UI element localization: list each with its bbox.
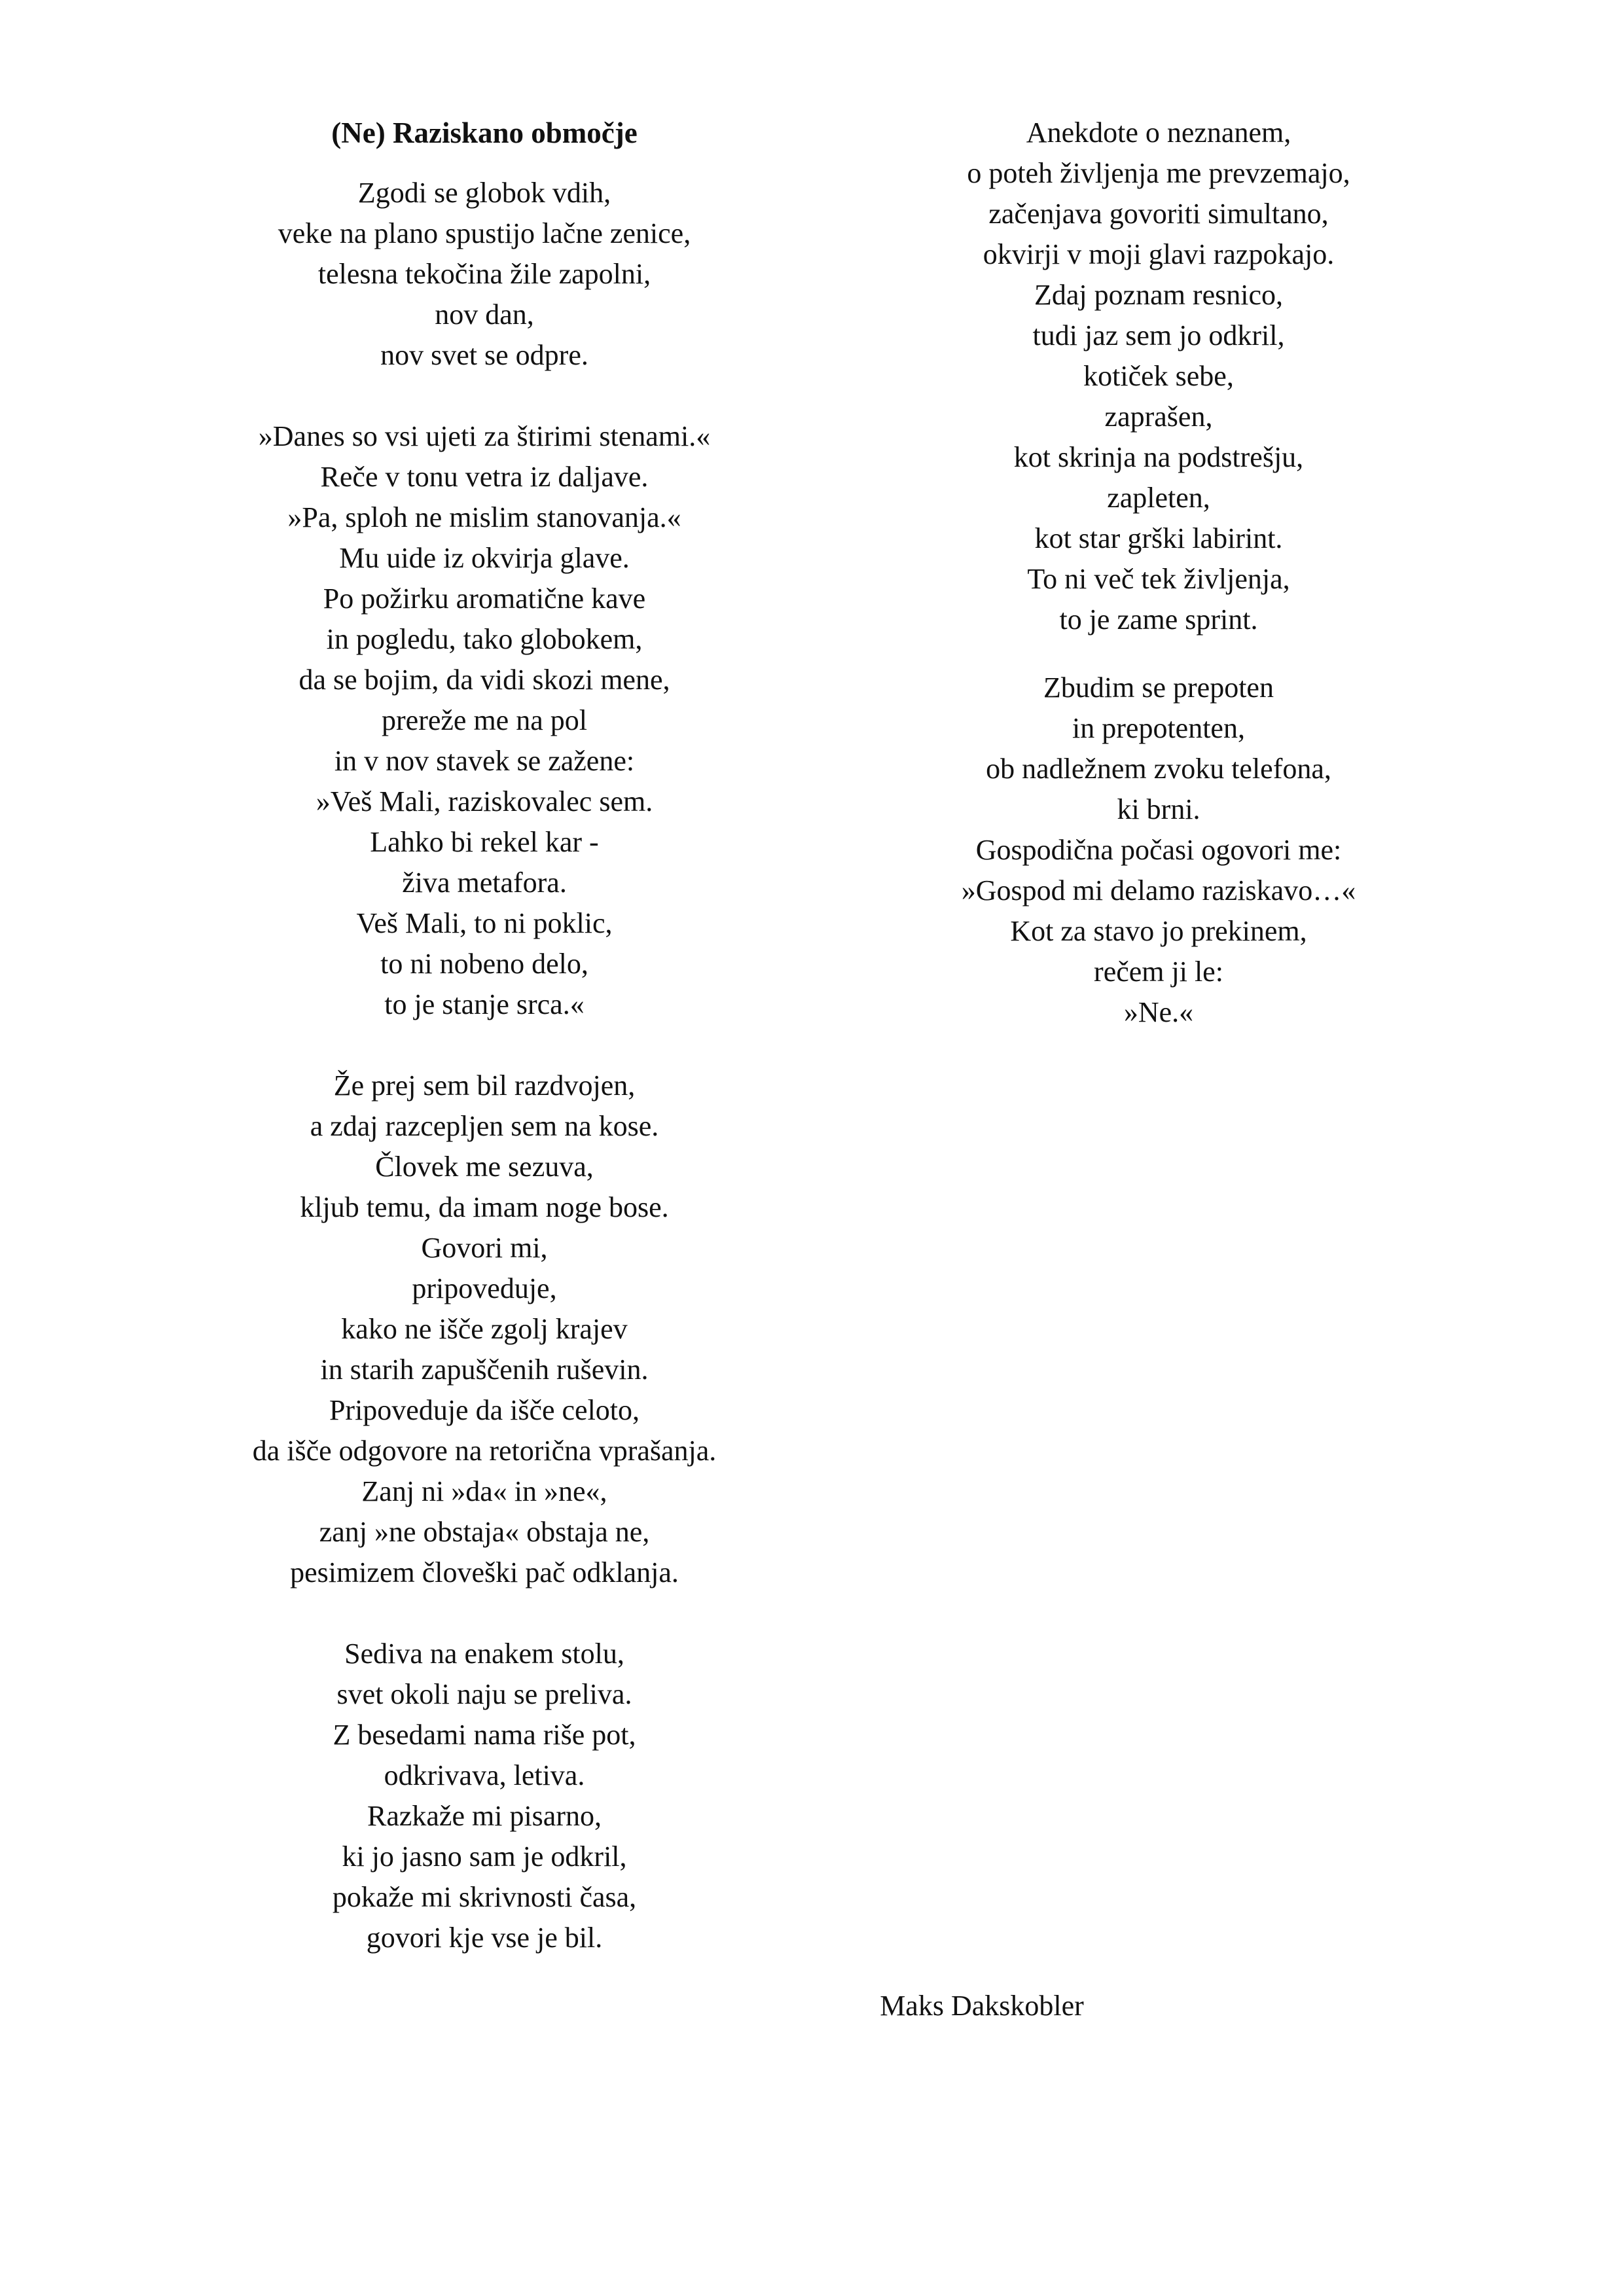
poem-line: Po požirku aromatične kave <box>323 583 646 615</box>
poem-line: zapleten, <box>1107 482 1210 514</box>
poem-line: Zgodi se globok vdih, <box>357 177 611 209</box>
poem-line: kljub temu, da imam noge bose. <box>300 1191 669 1223</box>
poem-title: (Ne) Raziskano območje <box>331 117 638 149</box>
stanza <box>864 668 1453 1033</box>
poem-line: prereže me na pol <box>382 704 587 736</box>
poem-line: ki jo jasno sam je odkril, <box>342 1840 627 1873</box>
poem-line: a zdaj razcepljen sem na kose. <box>310 1110 659 1142</box>
poem-line: da išče odgovore na retorična vprašanja. <box>252 1435 717 1467</box>
poem-line: odkrivava, letiva. <box>384 1759 585 1791</box>
poem-line: Zbudim se prepoten <box>1043 672 1274 704</box>
poem-line: to ni nobeno delo, <box>380 948 588 980</box>
poem-line: rečem ji le: <box>1094 956 1223 988</box>
poem-line: Človek me sezuva, <box>375 1151 594 1183</box>
right-stanzas <box>864 113 1453 1033</box>
stanza <box>196 1066 772 1593</box>
poem-line: zaprašen, <box>1104 401 1213 433</box>
poem-line: in starih zapuščenih ruševin. <box>320 1354 649 1386</box>
poem-line: Lahko bi rekel kar - <box>370 826 599 858</box>
poem-line: nov svet se odpre. <box>380 339 588 371</box>
poem-line: »Veš Mali, raziskovalec sem. <box>316 785 653 817</box>
poem-line: Zdaj poznam resnico, <box>1034 279 1283 311</box>
poem-line: svet okoli naju se preliva. <box>336 1678 632 1710</box>
poem-line: »Danes so vsi ujeti za štirimi stenami.« <box>258 420 711 452</box>
poem-line: govori kje vse je bil. <box>366 1922 603 1954</box>
poem-line: kotiček sebe, <box>1083 360 1234 392</box>
poem-line: Kot za stavo jo prekinem, <box>1010 915 1307 947</box>
poem-line: Sediva na enakem stolu, <box>344 1638 624 1670</box>
poem-line: kako ne išče zgolj krajev <box>341 1313 628 1345</box>
poem-line: »Pa, sploh ne mislim stanovanja.« <box>287 501 681 533</box>
poem-line: telesna tekočina žile zapolni, <box>317 258 651 290</box>
poem-line: Reče v tonu vetra iz daljave. <box>320 461 649 493</box>
poem-line: To ni več tek življenja, <box>1027 563 1290 595</box>
poem-line: kot skrinja na podstrešju, <box>1013 441 1304 473</box>
poem-line: o poteh življenja me prevzemajo, <box>967 157 1350 189</box>
stanza <box>196 1634 772 1958</box>
poem-line: kot star grški labirint. <box>1034 522 1283 554</box>
poem-line: Anekdote o neznanem, <box>1026 117 1291 149</box>
poem-line: živa metafora. <box>402 867 567 899</box>
poem-line: Razkaže mi pisarno, <box>367 1800 602 1832</box>
poem-line: Z besedami nama riše pot, <box>333 1719 636 1751</box>
stanza <box>196 173 772 376</box>
poem-line: pokaže mi skrivnosti časa, <box>332 1881 637 1913</box>
poem-line: ki brni. <box>1117 793 1200 825</box>
poem-line: Mu uide iz okvirja glave. <box>339 542 630 574</box>
poem-line: to je stanje srca.« <box>384 988 585 1020</box>
poem-line: ob nadležnem zvoku telefona, <box>986 753 1331 785</box>
poem-line: Že prej sem bil razdvojen, <box>333 1069 636 1102</box>
poem-line: Govori mi, <box>421 1232 548 1264</box>
poem-line: »Ne.« <box>1123 996 1194 1028</box>
stanza <box>864 113 1453 640</box>
poem-line: zanj »ne obstaja« obstaja ne, <box>319 1516 650 1548</box>
stanza <box>196 416 772 1025</box>
poem-line: in prepotenten, <box>1072 712 1245 744</box>
poem-line: in v nov stavek se zažene: <box>334 745 635 777</box>
poem-line: veke na plano spustijo lačne zenice, <box>278 217 691 249</box>
poem-line: začenjava govoriti simultano, <box>988 198 1329 230</box>
poem-line: Zanj ni »da« in »ne«, <box>361 1475 607 1507</box>
poem-line: nov dan, <box>435 298 534 331</box>
poem-line: tudi jaz sem jo odkril, <box>1032 319 1285 351</box>
poem-line: Gospodična počasi ogovori me: <box>975 834 1342 866</box>
poem-line: Veš Mali, to ni poklic, <box>356 907 613 939</box>
poem-line: pripoveduje, <box>412 1272 557 1304</box>
left-column <box>196 113 772 1999</box>
author-name: Maks Dakskobler <box>880 1990 1084 2022</box>
poem-line: Pripoveduje da išče celoto, <box>329 1394 640 1426</box>
poem-line: okvirji v moji glavi razpokajo. <box>983 238 1335 270</box>
poem-line: »Gospod mi delamo raziskavo…« <box>961 874 1356 906</box>
right-column <box>864 113 1453 1073</box>
left-stanzas <box>196 173 772 1958</box>
poem-line: da se bojim, da vidi skozi mene, <box>298 664 670 696</box>
poem-line: to je zame sprint. <box>1059 603 1258 636</box>
poem-line: pesimizem človeški pač odklanja. <box>290 1556 679 1588</box>
poem-line: in pogledu, tako globokem, <box>326 623 643 655</box>
